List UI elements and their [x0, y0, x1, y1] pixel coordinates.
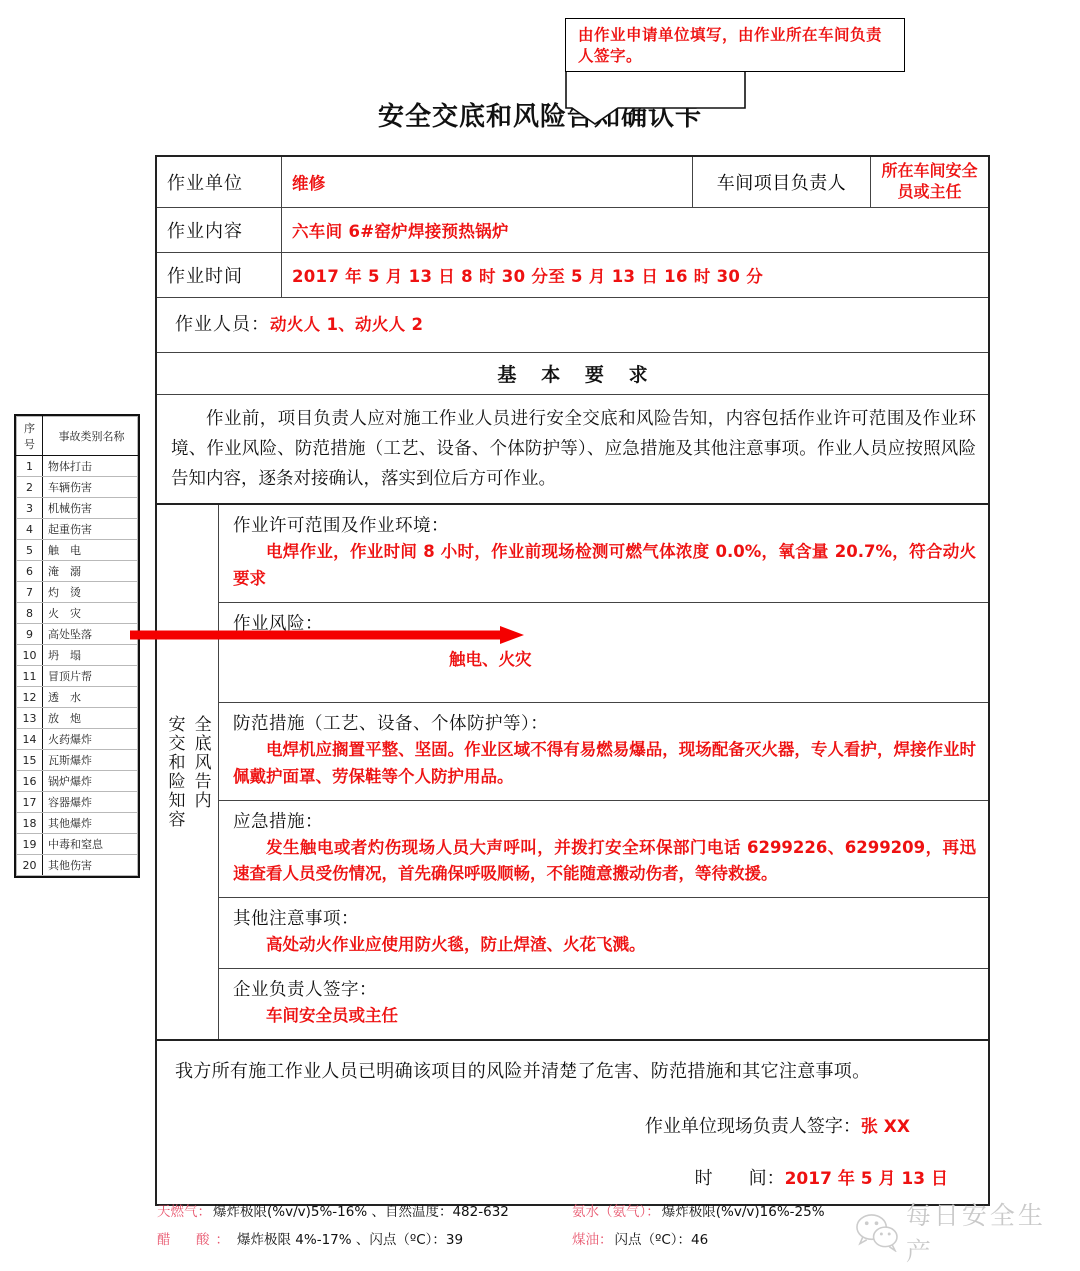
accident-row-name: 其他伤害 [43, 855, 138, 876]
accident-row [17, 582, 138, 603]
accident-row-no: 1 [17, 456, 43, 477]
accident-col-name-header: 事故类别名称 [43, 417, 138, 456]
disclosure-section-heading: 作业许可范围及作业环境： [233, 514, 449, 535]
accident-row-name: 灼 烫 [43, 582, 138, 603]
disclosure-section-heading: 作业风险： [233, 612, 323, 633]
disclosure-section-body[interactable]: 电焊机应搁置平整、坚固。作业区域不得有易燃易爆品，现场配备灭火器，专人看护，焊接作业时佩戴护面罩、劳保鞋等个人防护用品。 [233, 740, 976, 786]
disclosure-section-body[interactable]: 高处动火作业应使用防火毯，防止焊渣、火花飞溅。 [266, 935, 646, 955]
disclosure-section [219, 703, 988, 801]
declaration-date-row [175, 1164, 970, 1190]
callout-note [565, 18, 905, 72]
work-personnel-value[interactable]: 动火人 1、动火人 2 [270, 314, 424, 334]
disclosure-section-heading: 企业负责人签字： [233, 979, 377, 1000]
footer-item-name: 醋 酸： [157, 1232, 235, 1248]
accident-table-header [17, 417, 138, 456]
accident-row-no: 20 [17, 855, 43, 876]
accident-row [17, 708, 138, 729]
watermark [855, 1201, 1070, 1266]
footer-item-text: 爆炸极限 4%-17% 、闪点（ºC）：39 [237, 1232, 464, 1248]
accident-row [17, 645, 138, 666]
accident-row [17, 477, 138, 498]
accident-row-name: 中毒和窒息 [43, 834, 138, 855]
footer-item-text: 爆炸极限(%v/v)5%-16% 、自然温度：482-632 [213, 1204, 509, 1220]
accident-row-name: 火药爆炸 [43, 729, 138, 750]
disclosure-section-body[interactable]: 车间安全员或主任 [266, 1006, 398, 1026]
accident-row-name: 透 水 [43, 687, 138, 708]
accident-row-no: 6 [17, 561, 43, 582]
accident-row-no: 17 [17, 792, 43, 813]
disclosure-section [219, 801, 988, 899]
accident-row-no: 10 [17, 645, 43, 666]
footer-item-text: 爆炸极限(%v/v)16%-25% [661, 1204, 825, 1220]
accident-row-no: 5 [17, 540, 43, 561]
accident-row-no: 14 [17, 729, 43, 750]
disclosure-content-block [157, 505, 988, 1039]
workshop-manager-label: 车间项目负责人 [692, 157, 870, 207]
chemical-hazard-footer [157, 1200, 917, 1256]
work-time-label: 作业时间 [157, 253, 282, 297]
accident-row [17, 519, 138, 540]
accident-row-no: 7 [17, 582, 43, 603]
accident-row [17, 540, 138, 561]
disclosure-section [219, 969, 988, 1039]
declaration-date-value[interactable]: 2017 年 5 月 13 日 [784, 1168, 948, 1189]
footer-item-acetic-acid [157, 1228, 572, 1248]
work-personnel-label: 作业人员： [175, 313, 270, 334]
accident-row-no: 18 [17, 813, 43, 834]
declaration-date-label: 时 间： [694, 1167, 785, 1188]
accident-row [17, 813, 138, 834]
accident-row [17, 456, 138, 477]
accident-col-no-header: 序号 [17, 417, 43, 456]
accident-row [17, 771, 138, 792]
accident-row-no: 12 [17, 687, 43, 708]
accident-row [17, 603, 138, 624]
work-content-label: 作业内容 [157, 208, 282, 252]
vertical-section-label [157, 505, 219, 1039]
workshop-safety-officer-value[interactable]: 所在车间安全员或主任 [870, 157, 988, 207]
accident-row-name: 起重伤害 [43, 519, 138, 540]
row-work-personnel [157, 298, 988, 353]
disclosure-section-body[interactable]: 发生触电或者灼伤现场人员大声呼叫，并拨打安全环保部门电话 6299226、6299209，再迅速查看人员受伤情况，首先确保呼吸顺畅，不能随意搬动伤者，等待救援。 [233, 837, 976, 884]
basic-requirements-heading: 基 本 要 求 [157, 353, 988, 395]
accident-row-no: 11 [17, 666, 43, 687]
declaration-text: 我方所有施工作业人员已明确该项目的风险并清楚了危害、防范措施和其它注意事项。 [175, 1061, 871, 1082]
accident-row-no: 13 [17, 708, 43, 729]
accident-row-no: 15 [17, 750, 43, 771]
accident-row-name: 坍 塌 [43, 645, 138, 666]
footer-row-2 [157, 1228, 917, 1248]
watermark-text: 每日安全生产 [905, 1201, 1046, 1266]
disclosure-section-heading: 防范措施（工艺、设备、个体防护等）： [233, 712, 549, 733]
row-work-unit [157, 157, 988, 208]
disclosure-section-heading: 应急措施： [233, 810, 323, 831]
work-content-value[interactable]: 六车间 6#窑炉焊接预热锅炉 [292, 221, 509, 241]
footer-item-kerosene [572, 1228, 708, 1248]
accident-row-no: 9 [17, 624, 43, 645]
accident-row [17, 834, 138, 855]
footer-item-name: 煤油： [572, 1232, 613, 1248]
accident-row-name: 其他爆炸 [43, 813, 138, 834]
work-time-value[interactable]: 2017 年 5 月 13 日 8 时 30 分至 5 月 13 日 16 时 30 分 [292, 266, 764, 286]
accident-row-name: 触 电 [43, 540, 138, 561]
accident-row-name: 车辆伤害 [43, 477, 138, 498]
accident-row [17, 792, 138, 813]
accident-row-no: 8 [17, 603, 43, 624]
disclosure-section-heading: 其他注意事项： [233, 908, 359, 929]
disclosure-section [219, 505, 988, 603]
callout-tail [540, 66, 750, 128]
accident-row-no: 16 [17, 771, 43, 792]
accident-row [17, 561, 138, 582]
accident-row [17, 624, 138, 645]
accident-row-no: 19 [17, 834, 43, 855]
disclosure-section [219, 603, 988, 703]
accident-row [17, 855, 138, 876]
site-manager-signature-label: 作业单位现场负责人签字： [644, 1115, 861, 1136]
accident-row-name: 放 炮 [43, 708, 138, 729]
accident-row-name: 高处坠落 [43, 624, 138, 645]
disclosure-section-body[interactable]: 触电、火灾 [449, 649, 532, 669]
work-unit-label: 作业单位 [157, 157, 282, 207]
accident-row-no: 4 [17, 519, 43, 540]
site-manager-signature-value[interactable]: 张 XX [860, 1116, 910, 1137]
work-unit-value[interactable]: 维修 [292, 173, 326, 193]
disclosure-section [219, 898, 988, 969]
accident-row [17, 666, 138, 687]
accident-row [17, 729, 138, 750]
accident-row-name: 淹 溺 [43, 561, 138, 582]
footer-item-natural-gas [157, 1200, 572, 1220]
site-manager-signature-row [175, 1112, 970, 1138]
page-title: 安全交底和风险告知确认卡 [377, 102, 702, 132]
vertical-label-col-1: 安交和险知容 [165, 715, 185, 829]
wechat-icon [855, 1212, 900, 1252]
accident-row-name: 火 灾 [43, 603, 138, 624]
footer-item-ammonia [572, 1200, 825, 1220]
callout-text: 由作业申请单位填写，由作业所在车间负责人签字。 [578, 26, 883, 66]
accident-row-name: 瓦斯爆炸 [43, 750, 138, 771]
accident-row-name: 锅炉爆炸 [43, 771, 138, 792]
accident-row-no: 2 [17, 477, 43, 498]
disclosure-section-body[interactable]: 电焊作业，作业时间 8 小时，作业前现场检测可燃气体浓度 0.0%，氧含量 20.7%，符合动火要求 [233, 542, 976, 588]
row-work-content [157, 208, 988, 253]
row-work-time [157, 253, 988, 298]
accident-row [17, 687, 138, 708]
footer-item-text: 闪点（ºC）：46 [614, 1232, 709, 1248]
declaration-block [157, 1039, 988, 1204]
accident-row-name: 冒顶片帮 [43, 666, 138, 687]
accident-row-name: 物体打击 [43, 456, 138, 477]
accident-row-name: 容器爆炸 [43, 792, 138, 813]
basic-requirements-body: 作业前，项目负责人应对施工作业人员进行安全交底和风险告知，内容包括作业许可范围及作业环境、作业风险、防范措施（工艺、设备、个体防护等）、应急措施及其他注意事项。作业人员应按照风险告知内容，逐条对接确认，落实到位后方可作业。 [157, 395, 988, 505]
vertical-label-col-2: 全底风告内 [191, 715, 211, 810]
accident-row [17, 750, 138, 771]
footer-item-name: 天燃气： [157, 1204, 211, 1220]
safety-disclosure-form [155, 155, 990, 1206]
annotation-arrow [130, 624, 525, 646]
footer-row-1 [157, 1200, 917, 1220]
accident-row [17, 498, 138, 519]
accident-row-no: 3 [17, 498, 43, 519]
accident-row-name: 机械伤害 [43, 498, 138, 519]
accident-category-table [14, 414, 140, 878]
footer-item-name: 氨水（氨气）： [572, 1204, 660, 1220]
